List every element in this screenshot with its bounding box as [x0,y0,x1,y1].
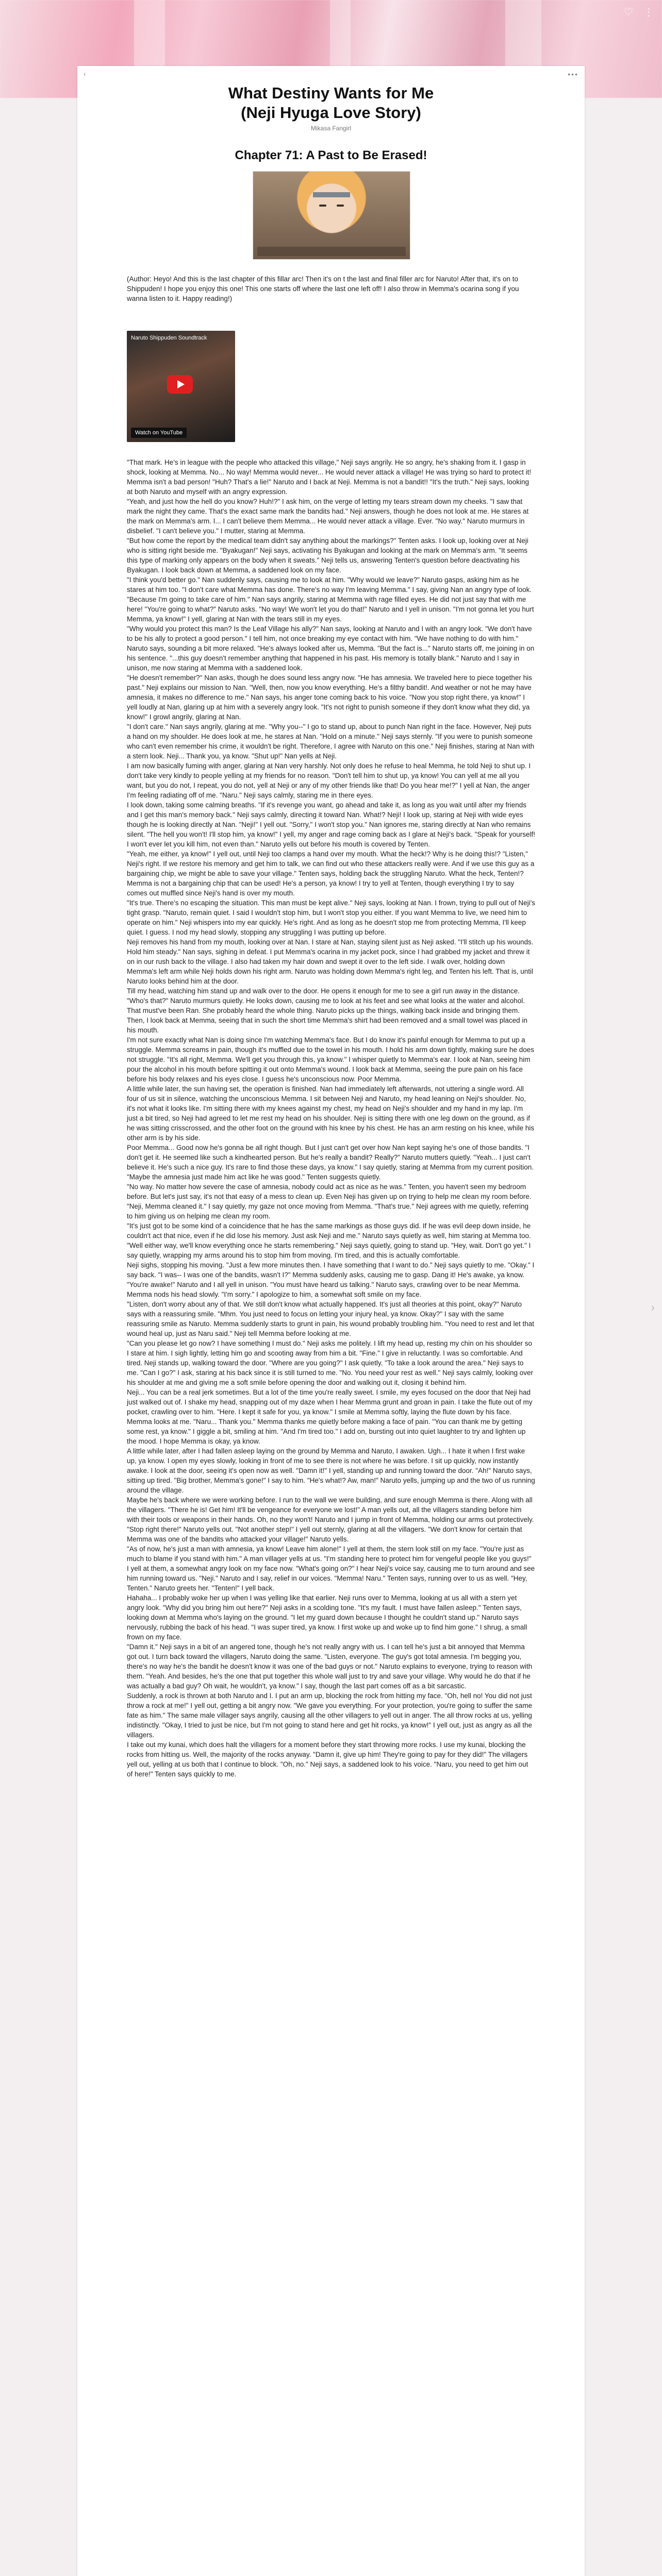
paragraph: "That mark. He's in league with the people who attacked this village," Neji says angrily. He so angry, he's shaking from it. I gasp in shock, looking at Memma. No... No way! Memma would never... He would never attack a village! He was trying so hard to protect it! Memma isn't a bad person! "Huh? That's a lie!" Naruto and I back at Neji. Memma is not a bandit!! "It's the truth." Neji says, looking at both Naruto and myself with an angry expression. [127,459,532,496]
story-body [127,457,535,1779]
card-toolbar [84,70,578,77]
play-icon[interactable] [167,375,193,394]
paragraph: A little while later, the sun having set, the operation is finished. Nan had immediately left afterwards, not uttering a single word. All four of us sit in silence, watching the unconscious Memma. I sit between Neji and Naruto, my head leaning on Neji's shoulder. No, it's not what it looks like. I'm sitting there with my knees against my chest, my head on Neji's shoulder and my hand in my lap. I'm just a bit tired, so Neji had agreed to let me rest my head on his shoulder. Neji is sitting there with one leg down on the ground, as if he was sitting crisscrossed, and the other foot on the ground with his knee by his chest. He has an arm resting on his knee, while his other arm is by his side. [127,1085,535,1142]
chapter-cover-image [253,171,410,260]
chapter-title: Chapter 71: A Past to Be Erased! [235,148,427,162]
paragraph: I take out my kunai, which does halt the villagers for a moment before they start throwing more rocks. I use my kunai, blocking the rocks from hitting us. Well, the majority of the rocks anyway. "Damn it, give up him! They're going to pay for they did!" The villagers yell out, yelling at us both that I continue to block. "Oh, no." Neji says, a saddened look to his voice. "Naru, you need to get him out of here!" Tenten says quickly to me. [127,1741,528,1778]
more-options-icon[interactable]: ⋮ [643,7,654,18]
paragraph: "I think you'd better go." Nan suddenly says, causing me to look at him. "Why would we leave?" Naruto gasps, asking him as he stares at him too. "I don't care what Memma has done. There's no way I'm leaving Memma." I say, giving Nan an angry type of look. "Because I'm going to take care of him." Nan says angrily, staring at Memma with rage filled eyes. He did not just say that with me here! "You're going to what?" Naruto asks. "No way! We won't let you do that!" Naruto and I yell in unison. "I'm not gonna let you hurt Memma, ya know!" I yell, glaring at Nan with the tears still in my eyes. [127,576,534,623]
author-name[interactable]: Mikasa Fangirl [310,125,352,132]
paragraph: Poor Memma... Good now he's gonna be all right though. But I just can't get over how Nan kept saying he's one of those bandits. "I don't get it. He seemed like such a kindhearted person. But he's really a bandit? Really?" Naruto mutters quietly. "Yeah... I just can't believe it. He's such a nice guy. It's rare to find those these days, ya know." I say quietly, staring at Memma from my current position. "Maybe the amnesia just made him act like he was good." Tenten suggests quietly. [127,1144,534,1181]
paragraph: "Listen, don't worry about any of that. We still don't know what actually happened. It's just all theories at this point, okay?" Naruto says with a reassuring smile. "Mhm. You just need to focus on letting your injury heal, ya know. Okay?" I say with the same reassuring smile as Naruto. Memma suddenly starts to grunt in pain, his wound probably troubling him. "You need to rest and let that wound heal up, just as Naru said." Neji tell Memma before looking at me. [127,1300,534,1337]
paragraph: I look down, taking some calming breaths. "If it's revenge you want, go ahead and take it, as long as you wait until after my friends and I get this man's memory back." Neji says calmly, directing it toward Nan. What!? Neji! I look up, staring at Neji with wide eyes though he is looking directly at Nan. "Neji!" I yell out. "Sorry," I won't stop you." Nan ignores me, staring directly at Nan who remains silent. "The hell you won't! I'll stop him, ya know!" I yell, my anger and rage coming back as I glare at Neji's back. "Speak for yourself! I won't ever let you kill him, not even than." Naruto yells out before his mouth is covered by Tenten. [127,801,535,848]
paragraph: Till my head, watching him stand up and walk over to the door. He opens it enough for me to see a girl run away in the distance. "Who's that?" Naruto murmurs quietly. He looks down, causing me to look at his feet and see what looks at the water and alcohol. That must've been Ran. She probably heard the whole thing. Naruto picks up the things, walking back inside and bringing them. Then, I look back at Memma, seeing that in such the short time Memma's shirt had been removed and a small towel was placed in his mouth. [127,987,527,1034]
video-title: Naruto Shippuden Soundtrack [131,335,207,341]
paragraph: A little while later, after I had fallen asleep laying on the ground by Memma and Naruto, I awaken. Ugh... I hate it when I first wake up, ya know. I open my eyes slowly, looking in front of me to see there is not where he was before. I sit up quickly, now instantly awake. I look at the door, seeing it's open now as well. "Damn it!" I yell, standing up and running toward the door. "Ah!" Naruto says, sitting up tired. "Big brother, Memma's gone!" I say to him. "He's what!? Aw, man!" Naruto yells, jumping up and the two of us running around the village. [127,1447,535,1494]
paragraph: Neji... You can be a real jerk sometimes. But a lot of the time you're really sweet. I smile, my eyes focused on the door that Neji had just walked out of. I shake my head, snapping out of my daze when I hear Memma grunt and groan in pain. I take the flute out of my pocket, crawling over to him. "Here. I kept it safe for you, ya know." I smile at Memma softly, laying the flute down by his face. Memma looks at me. "Naru... Thank you." Memma thanks me quietly before making a face of pain. "You can thank me by getting some rest, ya know." I giggle a bit, smiling at him. "And I'm tired too." I add on, bursting out into quiet laughter to try and lighten up the mood. I hope Memma is okay, ya know. [127,1388,533,1445]
paragraph: "He doesn't remember?" Nan asks, though he does sound less angry now. "He has amnesia. We traveled here to piece together his past." Neji explains our mission to Nan. "Well, then, now you know everything. He's a filthy bandit!. And weather or not he may have amnesia, it makes no difference to me." Nan says, his anger tone coming back to his voice. "Now you stop right there, ya know!" I yell loudly at Nan, glaring up at him with a severely angry look. "It's not right to punish someone if they don't know what they did, ya know!" I growl angrily, glaring at Nan. [127,674,532,721]
watch-on-youtube-button[interactable]: Watch on YouTube [131,428,187,438]
paragraph: I am now basically fuming with anger, glaring at Nan very harshly. Not only does he refuse to heal Memma, he told Neji to shut up. I don't take very kindly to people yelling at my friends for no reason. "Don't tell him to shut up, ya know! You can yell at me all you want, but you do not, I repeat, you do not, yell at Neji or any of my other friends like that! Do you hear me!?" I yell at Nan, the anger I'm feeling radiating off of me. "Naru." Neji says calmly, staring me in there eyes. [127,762,531,799]
paragraph: "But how come the report by the medical team didn't say anything about the markings?" Tenten asks. I look up, looking over at Neji who is sitting right beside me. "Byakugan!" Neji says, activating his Byakugan and looking at the mark on Memma's arm. "It seems this type of marking only appears on the body when it sweats." Neji tells us, answering Tenten's question before deactivating his Byakugan. I look back down at Memma, a saddened look on my face. [127,537,528,574]
youtube-embed[interactable] [127,331,235,442]
top-action-icons [624,7,654,18]
paragraph: "It's true. There's no escaping the situation. This man must be kept alive." Neji says, looking at Nan. I frown, trying to pull out of Neji's tight grasp. "Naruto, remain quiet. I said I wouldn't stop him, but I won't stop you either. If you want Memma to live, we need him to operate on him." Neji whispers into my ear quickly. He's right. And as long as he doesn't stop me from protecting Memma, I'll keep quiet. I guess. I nod my head slowly, stopping any struggling I was putting up before. [127,899,535,936]
paragraph: Neji removes his hand from my mouth, looking over at Nan. I stare at Nan, staying silent just as Neji asked. "I'll stitch up his wounds. Hold him steady." Nan says, sighing in defeat. I put Memma's ocarina in my jacket pock, since I had grabbed my jacket and threw it on in our rush back to the village. I also had taken my hair down and swept it over to the left side. I walk over, holding down Memma's left arm while Neji holds down his right arm. Naruto was holding down Memma's right leg, and Tenten his left. That is, until Naruto looks behind him at the door. [127,938,534,985]
paragraph: "Can you please let go now? I have something I must do." Neji asks me politely. I lift my head up, resting my chin on his shoulder so I stare at him. I sigh lightly, letting him go and scooting away from him a bit. "Fine." I give in reluctantly. I was so comfortable. And tired. Neji stands up, walking toward the door. "Where are you going?" I ask quietly. "To take a look around the area." Neji says to me. "Can I go?" I ask, staring at his back since it is still turned to me. "No. You need your rest as well." Neji says calmly, looking over his shoulder at me and giving me a soft smile before opening the door and walking out it, closing it behind him. [127,1340,534,1386]
story-title-line2: (Neji Hyuga Love Story) [241,104,421,122]
story-title-line1: What Destiny Wants for Me [228,84,434,102]
back-arrow-icon[interactable]: ‹ [84,70,86,78]
cover-overlay [257,247,406,256]
paragraph: I'm not sure exactly what Nan is doing since I'm watching Memma's face. But I do know it's painful enough for Memma to put up a struggle. Memma screams in pain, though it's muffled due to the towel in his mouth. I hold his arm down tightly, making sure he does not struggle. "It's all right, Memma. We'll get you through this, ya know." I whisper quietly to Memma's ear. I look at Nan, seeing him pour the alcohol in his mouth before spitting it out onto Memma's wound. I look back at Memma, seeing the pure pain on his face before his body relaxes and his eyes close. I guess he's unconscious now. Poor Memma. [127,1036,534,1083]
paragraph: "Yeah, me either, ya know!" I yell out, until Neji too clamps a hand over my mouth. What the heck!? Why is he doing this!? "Listen," Neji's right. If we restore his memory and get him to talk, we can find out who these attackers really were. And if we use this guy as a bargaining chip, we might be able to save your village." Tenten says, holding back the struggling Naruto. What the heck, Tenten!? Memma is not a bargaining chip that can be used! He's a person, ya know! I try to yell at Tenten, though everything I try to say comes out muffled since Neji's hand is over my mouth. [127,850,535,897]
author-note: (Author: Heyo! And this is the last chapter of this fillar arc! Then it's on t the last and final filler arc for Naruto! After that, it's on to Shippuden! I hope you enjoy this one! This one starts off where the last one left off! I also throw in Memma's ocarina song if you wanna listen to it. Happy reading!) [127,275,519,302]
paragraph: Maybe he's back where we were working before. I run to the wall we were building, and sure enough Memma is there. Along with all the villagers. "There he is! Get him! It'll be vengeance for everyone we lost!" A man yells out, all the villagers standing before him with their tools or weapons in their hands. Oh, no they won't! Naruto and I jump in front of Memma, holding our arms out protectively. "Stop right there!" Naruto yells out. "Not another step!" I yell out sternly, glaring at all the villagers. "We don't know for certain that Memma was one of the bandits who attacked your village!" Naruto yells. [127,1496,534,1543]
heart-icon[interactable]: ♡ [624,7,633,18]
paragraph: Suddenly, a rock is thrown at both Naruto and I. I put an arm up, blocking the rock from hitting my face. "Oh, hell no! You did not just throw a rock at me!" I yell out, getting a bit angry now. "We gave you everything. For your protection, you're going to suffer the same fate as him." The same male villager says angrily, causing all the other villagers to yell out in anger. The all throw rocks at us, yelling indistinctly. "Okay, I tried to just be nice, but I'm not going to stand here and get hit rocks, ya know!" I yell out, just as angry as all the villagers. [127,1692,533,1739]
paragraph: "Damn it." Neji says in a bit of an angered tone, though he's not really angry with us. I can tell he's just a bit annoyed that Memma got out. I turn back toward the villagers, Naruto doing the same. "Listen, everyone. The guy's got total amnesia. I'm begging you, there's no way he's the bandit he doesn't know it was one of the bad guys or not." Naruto explains to everyone, trying to reason with them. "Yeah. And besides, he's the one that put together this whole wall just to try and save your village. Why would he do that if he was actually a bad guy? Oh wait, he wouldn't, ya know." I say, though the last part comes off as a bit sarcastic. [127,1643,533,1690]
paragraph: "It's just got to be some kind of a coincidence that he has the same markings as those guys did. If he was evil deep down inside, he couldn't act that nice, even if he did lose his memory. Just ask Neji and me." Naruto says quietly as well, him staring at Memma too. "Well either way, we'll know everything once he starts remembering." Neji says quietly, going to stand up. "Hey, wait. Don't go yet." I say quietly, wrapping my arms around his to stop him from moving. I'm tired, and this is actually comfortable. [127,1222,531,1259]
paragraph: Neji sighs, stopping his moving. "Just a few more minutes then. I have something that I want to do." Neji says quietly to me. "Okay." I say back. "I was-- I was one of the bandits, wasn't I?" Memma suddenly asks, causing me to gasp. Dang it! He's awake, ya know. "You're awake!" Naruto and I all yell in unison. "You must have heard us talking." Naruto says, crawling over to be near Memma. Memma nods his head slowly. "I'm sorry." I apologize to him, a somewhat soft smile on my face. [127,1261,535,1298]
next-chapter-arrow-icon[interactable]: › [651,1301,655,1314]
paragraph: "Yeah, and just how the hell do you know? Huh!?" I ask him, on the verge of letting my tears stream down my cheeks. "I saw that mark the night they came. That's the exact same mark the bandits had." Neji answers, though he does not look at me. He stares at the mark on Memma's arm. I... I can't believe them Memma... He would never attack a village. Ever. "No way." Naruto murmurs in disbelief. "I can't believe you." I mutter, staring at Memma. [127,498,529,535]
paragraph: "No way. No matter how severe the case of amnesia, nobody could act as nice as he was." Tenten, you haven't seen my bedroom before. But let's just say, it's not that easy of a mess to clean up. Even Neji has given up on trying to help me clean my room before. "Neji, Memma cleaned it." I say quietly, my gaze not once moving from Memma. "That's true." Neji agrees with me quietly, referring to him giving us on helping me clean my room. [127,1183,532,1220]
paragraph: "I don't care." Nan says angrily, glaring at me. "Why you--" I go to stand up, about to punch Nan right in the face. However, Neji puts a hand on my shoulder. He does look at me, he stares at Nan. "Hold on a minute." Neji says sternly. "If you were to punish someone who can't even remember his crime, it wouldn't be right. Therefore, I agree with Naruto on this one." Neji finishes, staring at Nan with a stern look. Neji... Thank you, ya know. "Shut up!" Nan yells at Neji. [127,723,535,760]
eye-shape [337,205,344,207]
paragraph: "Why would you protect this man? Is the Leaf Village his ally?" Nan says, looking at Naruto and I with an angry look. "We don't have to be his ally to protect a good person." I tell him, not once breaking my eye contact with him. "We have nothing to do with him." Naruto says, sounding a bit more relaxed. "He's always looked after us, Memma. "But the fact is..." Naruto starts off, me joining in on his sentence. "...this guy doesn't remember anything that happened in his past. His memory is totally blank." Naruto and I say in unison, me now staring at Memma with a saddened look. [127,625,535,672]
more-icon[interactable]: ••• [568,70,578,78]
paragraph: "As of now, he's just a man with amnesia, ya know! Leave him alone!" I yell at them, the stern look still on my face. "You're just as much to blame if you stand with him." A man villager yells at us. "I'm standing here to protect him for vengeful people like you guys!" I yell at them, a somewhat angry look on my face now. "What's going on?" I hear Neji's voice say, causing me to turn around and see him running toward us. "Neji." Naruto and I say, relief in our voices. "Memma! Naru." Tenten says, running over to us as well. "Hey, Tenten." Naruto greets her. "Tenten!" I yell back. [127,1545,535,1592]
eye-shape [319,205,326,207]
story-card [77,66,585,2576]
paragraph: Hahaha... I probably woke her up when I was yelling like that earlier. Neji runs over to Memma, looking at us all with a stern yet angry look. "Why did you bring him out here?" Neji asks in a scolding tone. "It's my fault. I must have fallen asleep." Tenten says, looking down at Memma who's laying on the ground. "I let my guard down because I thought he couldn't stand up." Naruto says nervously, rubbing the back of his head. "I was super tired, ya know. I first woke up and woke up to find him gone." I shrug, a small frown on my face. [127,1594,527,1641]
headband-shape [313,192,350,197]
story-title [77,83,585,123]
